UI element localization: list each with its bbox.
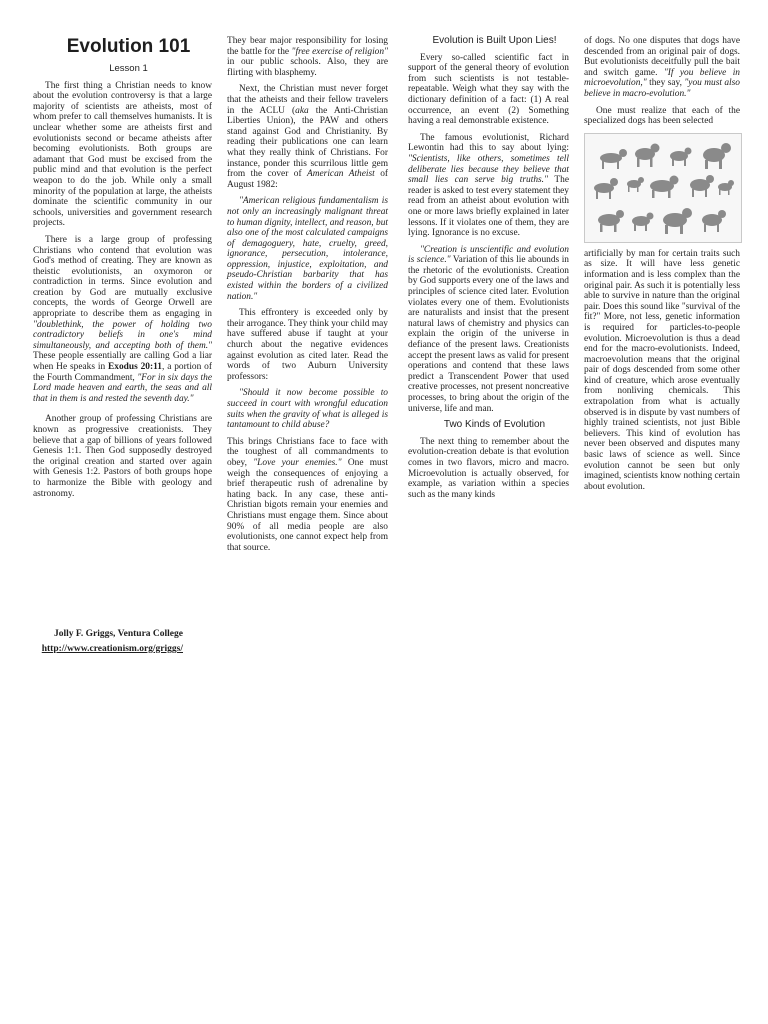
author-name: Jolly F. Griggs, Ventura College <box>54 629 183 639</box>
paragraph: The famous evolutionist, Richard Lewontin had this to say about lying: "Scientists, like others, sometimes tell deliberate lies because they believe that small lies can serve big truths." The reader is asked to test every statement they read from an atheist about evolution with one or more laws briefly explained in later lessons. If it violates one of them, they are lying. Ignorance is no excuse. <box>408 132 570 239</box>
paragraph: They bear major responsibility for losing the battle for the "free exercise of religion" in our public schools. Also, they are flirting with blasphemy. <box>227 36 388 78</box>
lesson-subtitle: Lesson 1 <box>109 63 148 74</box>
paragraph: "Creation is unscientific and evolution is science." Variation of this lie abounds in the rhetoric of the evolutionists. Creation by God supports every one of the laws and principles of science cited later. Evolution violates every one of them. Evolutionists are naturalists and insist that the present natural laws of chemistry and physics can explain the origin of the universe in defiance of the present laws. Creationists accept the present laws as valid for present operations and contend that these laws predict a Transcendent Power that used creative processes, not present noncreative processes, to bring about the origin of the universe, life and man. <box>408 244 569 414</box>
column-1 <box>33 36 212 505</box>
magazine-name: American Atheist <box>307 169 375 180</box>
column-4 <box>584 36 740 498</box>
column-2 <box>227 36 388 559</box>
column-3 <box>408 36 569 506</box>
section-heading: Two Kinds of Evolution <box>443 419 546 431</box>
block-quote: "Should it now become possible to succeed in court with wrongful education suits when the gravity of what is alleged is tantamount to child abuse? <box>227 388 388 431</box>
page-title: Evolution 101 <box>66 36 191 57</box>
paragraph: The first thing a Christian needs to know about the evolution controversy is that a large majority of scientists are atheists, most of whom prefer to call themselves humanists. It is unclear whether some are atheists first and evolutionists second or became atheists after becoming evolutionists. Both groups are adamant that God must be excised from the public mind and that evolution is the perfect weapon to do the job. While only a small minority of the population at large, the atheists dominate the scientific community in our schools, universities and government research projects. <box>33 80 212 229</box>
paragraph: Another group of professing Christians are known as progressive creationists. They believe that a gap of billions of years followed Genesis 1:1. Then God supposedly destroyed the original creation and started over again with Genesis 1:2. Pastors of both groups hope to harmonize the Bible with geology and astronomy. <box>33 414 212 499</box>
paragraph: Next, the Christian must never forget that the atheists and their fellow travelers in the ACLU (aka the Anti-Christian Liberties Union), the PAW and others stand against God and Christianity. By reading their publications one can learn what they really think of Christians. For instance, ponder this scurrilous little gem from the cover of American Atheist of August 1982: <box>227 84 388 190</box>
dog-breeds-figure <box>584 133 742 243</box>
paragraph: There is a large group of professing Christians who contend that evolution was God's method of creating. They are known as theistic evolutionists, an oxymoron or contradiction in terms. Since evolution and creation by God are mutually exclusive concepts, the words of George Orwell are appropriate to describe them as engaging in "doublethink, the power of holding two contradictory beliefs in one's mind simultaneously, and accepting both of them." These people essentially are calling God a liar when He speaks in Exodus 20:11, a portion of the Fourth Commandment, "For in six days the Lord made heaven and earth, the seas and all that in them is and rested the seventh day." <box>33 234 212 404</box>
paragraph: Every so-called scientific fact in support of the general theory of evolution from such scientists is not testable-repeatable. Weigh what they say with the dictionary definition of a fact: (1) A real occurrence, an event (2) Something having a real demonstrable existence. <box>408 52 569 127</box>
paragraph: One must realize that each of the specialized dogs has been selected <box>584 105 740 127</box>
paragraph: artificially by man for certain traits such as size. It will have less genetic information and is less complex than the original pair. As such it is potentially less able to survive in nature than the original pair. Does this sound like "survival of the fit?" More, not less, genetic information is required for particles-to-people evolution. Microevolution is thus a dead end for the macro-evolutionists. Indeed, macroevolution means that the original pair of dogs descended from some other kind of creature, which arose eventually from nonliving chemicals. This extrapolation from what is actually observed is in dispute by vast numbers of highly trained scientists, not just Bible believers. This kind of evolution has never been observed and disputes many basic laws of science as well. Since evolution cannot be seen but only imagined, scientists know nothing certain about evolution. <box>584 248 740 492</box>
paragraph: of dogs. No one disputes that dogs have descended from an original pair of dogs. But evolutionists deceitfully pull the bait and switch game. "If you believe in microevolution," they say, "you must also believe in macro-evolution." <box>584 36 740 99</box>
dog-breeds-illustration <box>585 134 741 242</box>
paragraph: The next thing to remember about the evolution-creation debate is that evolution comes in two flavors, micro and macro. Microevolution is actually observed, for example, as variation within a species such as the many kinds <box>408 436 569 500</box>
author-credit <box>33 627 183 657</box>
section-heading: Evolution is Built Upon Lies! <box>432 35 557 46</box>
author-link[interactable]: http://www.creationism.org/griggs/ <box>41 644 183 654</box>
block-quote: "American religious fundamentalism is not only an increasingly malignant threat to human dignity, intellect, and reason, but also one of the most calculated campaigns of demagoguery, hate, cruelty, greed, ignorance, persecution, intolerance, oppression, injustice, exploitation, and pseudo-Christian barbarity that has existed within the borders of a civilized nation." <box>227 196 388 302</box>
paragraph: This brings Christians face to face with the toughest of all commandments to obey, "Love your enemies." One must weigh the consequences of enjoying a brief therapeutic rush of adrenaline by hating back. In any case, these anti-Christian bigots remain your enemies and Christians must engage them. Since about 90% of all media people are also evolutionists, one cannot expect help from that source. <box>227 436 388 553</box>
scripture-reference: Exodus 20:11 <box>108 362 162 373</box>
orwell-quote: "doublethink, the power of holding two contradictory beliefs in one's mind simultaneously, and accepting both of them." <box>33 319 212 351</box>
paragraph: This effrontery is exceeded only by their arrogance. They think your child may have suffered abuse if taught at your church about the negative evidences against evolution as cited later. Read the words of two Auburn University professors: <box>227 308 388 382</box>
scripture-quote: "For in six days the Lord made heaven and earth, the seas and all that in them is and rested the seventh day." <box>33 372 212 404</box>
